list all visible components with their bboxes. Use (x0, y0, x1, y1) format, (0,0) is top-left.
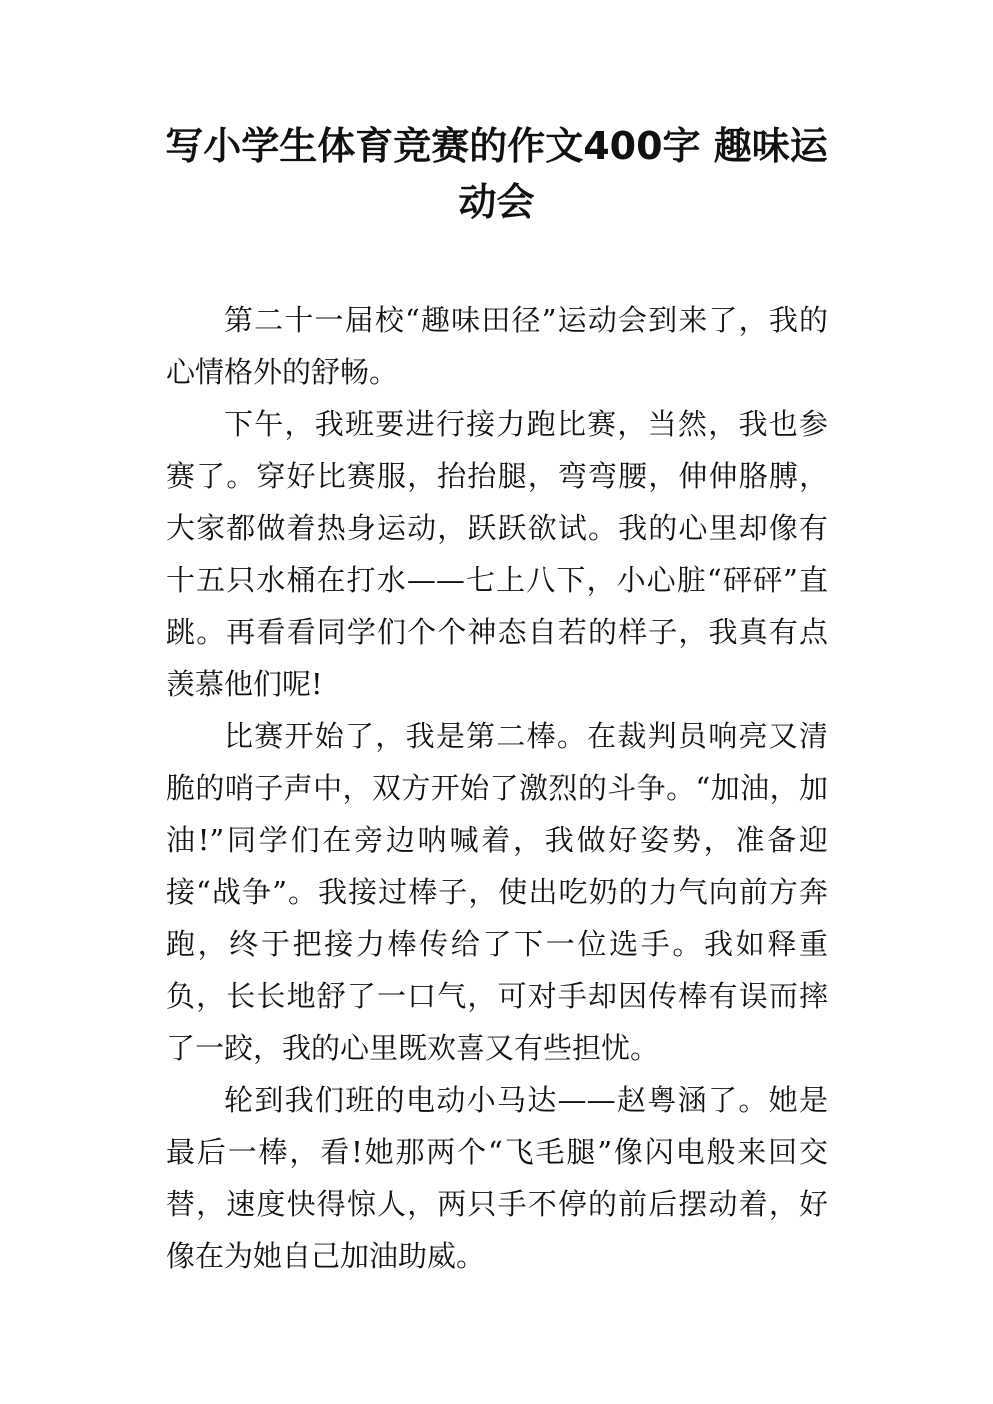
paragraph: 比赛开始了，我是第二棒。在裁判员响亮又清脆的哨子声中，双方开始了激烈的斗争。“加油，加油!”同学们在旁边呐喊着，我做好姿势，准备迎接“战争”。我接过棒子，使出吃奶的力气向前方奔跑，终于把接力棒传给了下一位选手。我如释重负，长长地舒了一口气，可对手却因传棒有误而摔了一跤，我的心里既欢喜又有些担忧。 (166, 719, 828, 1065)
paragraph: 轮到我们班的电动小马达——赵粤涵了。她是最后一棒，看!她那两个“飞毛腿”像闪电般来回交替，速度快得惊人，两只手不停的前后摆动着，好像在为她自己加油助威。 (166, 1083, 828, 1273)
paragraph: 下午，我班要进行接力跑比赛，当然，我也参赛了。穿好比赛服，抬抬腿，弯弯腰，伸伸胳膊，大家都做着热身运动，跃跃欲试。我的心里却像有十五只水桶在打水——七上八下，小心脏“砰砰”直跳。再看看同学们个个神态自若的样子，我真有点羡慕他们呢! (166, 407, 828, 701)
document-body (166, 294, 828, 1282)
document-title: 写小学生体育竞赛的作文400字 趣味运动会 (165, 124, 828, 224)
paragraph: 第二十一届校“趣味田径”运动会到来了，我的心情格外的舒畅。 (166, 303, 828, 389)
